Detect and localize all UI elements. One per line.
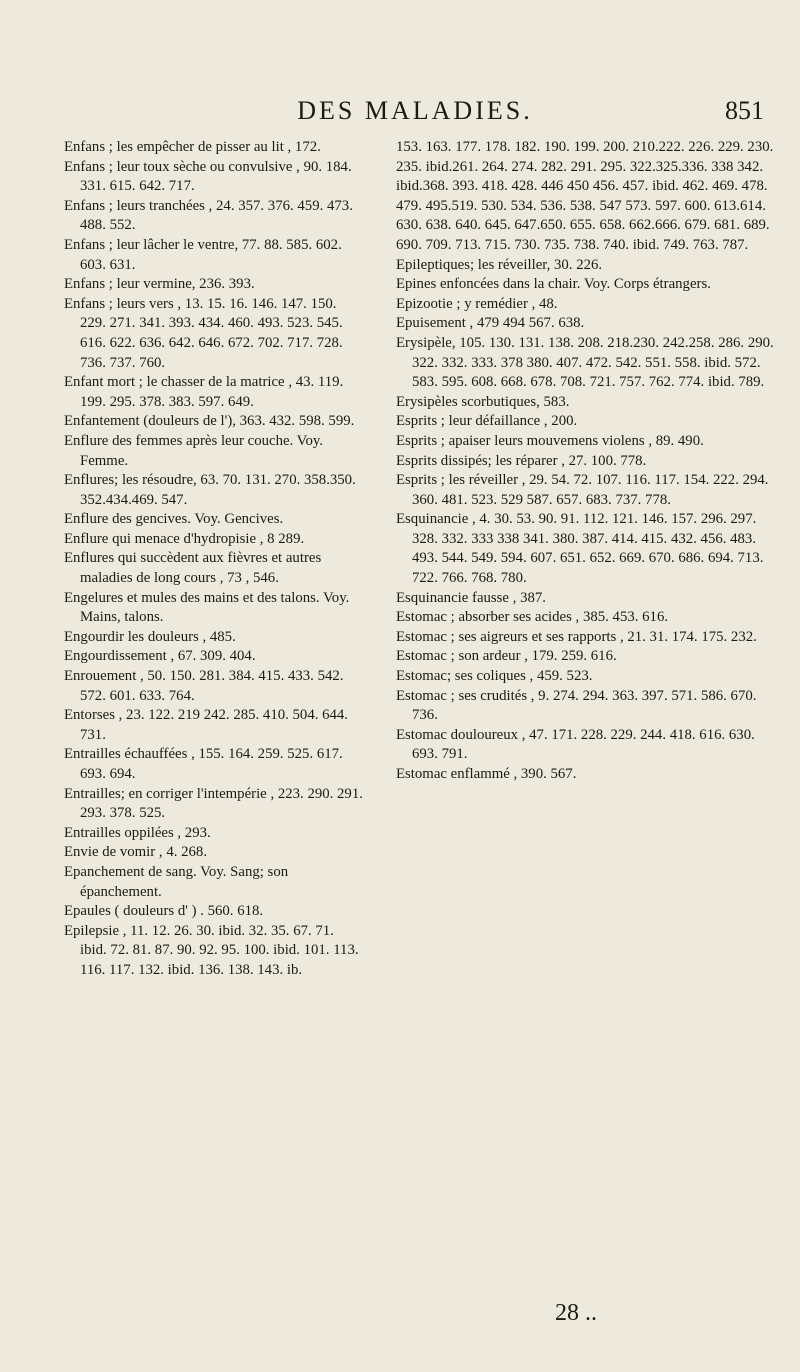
index-entry: Estomac enflammé , 390. 567. <box>396 766 577 782</box>
index-entry: Estomac ; ses crudités , 9. 274. 294. 363. 397. 571. 586. 670. 736. <box>396 687 757 724</box>
index-entry: Esquinancie , 4. 30. 53. 90. 91. 112. 121. 146. 157. 296. 297. 328. 332. 333 338 341. 380. 387. 414. 415. 432. 456. 483. 493. 544. 549. 594. 607. 651. 652. 669. 670. 686. 694. 713. 722. 766. 768. 780. <box>396 511 764 587</box>
index-entry: Enfans ; leur toux sèche ou convulsive , 90. 184. 331. 615. 642. 717. <box>64 158 352 195</box>
index-entry: Esprits ; apaiser leurs mouvemens violens , 89. 490. <box>396 432 704 449</box>
index-entry: Epilepsie , 11. 12. 26. 30. ibid. 32. 35. 67. 71. ibid. 72. 81. 87. 90. 92. 95. 100. ibid. 101. 113. 116. 117. 132. ibid. 136. 138. 143. ib. <box>64 922 359 978</box>
index-entry: Epuisement , 479 494 567. 638. <box>396 315 585 332</box>
index-entry: Estomac douloureux , 47. 171. 228. 229. 244. 418. 616. 630. 693. 791. <box>396 726 755 763</box>
index-entry: Epanchement de sang. Voy. Sang; son épanchement. <box>64 863 289 900</box>
index-column-left <box>64 138 364 981</box>
index-entry: Enfantement (douleurs de l'), 363. 432. 598. 599. <box>64 413 355 430</box>
index-entry: Enflures qui succèdent aux fièvres et autres maladies de long cours , 73 , 546. <box>64 550 322 587</box>
index-entry: Estomac ; son ardeur , 179. 259. 616. <box>396 648 617 665</box>
index-entry: Esprits dissipés; les réparer , 27. 100. 778. <box>396 452 647 469</box>
page-header <box>60 96 770 130</box>
index-entry: Enfant mort ; le chasser de la matrice , 43. 119. 199. 295. 378. 383. 597. 649. <box>64 374 344 410</box>
index-entry: Erysipèles scorbutiques, 583. <box>396 393 570 410</box>
index-entry: Entrailles échauffées , 155. 164. 259. 525. 617. 693. 694. <box>64 746 343 782</box>
index-entry: Erysipèle, 105. 130. 131. 138. 208. 218.230. 242.258. 286. 290. 322. 332. 333. 378 380. 407. 472. 542. 551. 558. ibid. 572. 583. 595. 608. 668. 678. 708. 721. 757. 762. 774. ibid. 789. <box>396 334 774 391</box>
index-entry: Esquinancie fausse , 387. <box>396 589 546 606</box>
index-entry: Enflure des gencives. Voy. Gencives. <box>64 511 284 528</box>
index-entry: Envie de vomir , 4. 268. <box>64 844 208 861</box>
index-entry: Entrailles oppilées , 293. <box>64 824 211 841</box>
running-title: DES MALADIES. <box>297 96 533 125</box>
index-entry: Epines enfoncées dans la chair. Voy. Corps étrangers. <box>396 276 711 293</box>
index-entry: Enfans ; leurs vers , 13. 15. 16. 146. 147. 150. 229. 271. 341. 393. 434. 460. 493. 523. 545. 616. 622. 636. 642. 646. 672. 702. 717. 728. 736. 737. 760. <box>64 295 343 371</box>
index-entry: Engelures et mules des mains et des talons. Voy. Mains, talons. <box>64 589 350 626</box>
index-entry: Estomac; ses coliques , 459. 523. <box>396 668 593 685</box>
index-entry: Estomac ; absorber ses acides , 385. 453. 616. <box>396 609 669 626</box>
index-entry: Enrouement , 50. 150. 281. 384. 415. 433. 542. 572. 601. 633. 764. <box>64 668 344 704</box>
index-entry: Enflure des femmes après leur couche. Voy. Femme. <box>64 432 323 469</box>
index-column-right <box>396 138 782 785</box>
index-entry: 153. 163. 177. 178. 182. 190. 199. 200. 210.222. 226. 229. 230. 235. ibid.261. 264. 274. 282. 291. 295. 322.325.336. 338 342. ibid.368. 393. 418. 428. 446 450 456. 457. ibid. 462. 469. 478. 479. 495.519. 530. 534. 536. 538. 547 573. 597. 600. 613.614. 630. 638. 640. 645. 647.650. 655. 658. 662.666. 679. 681. 689. 690. 709. 713. 715. 730. 735. 738. 740. ibid. 749. 763. 787. <box>396 139 774 253</box>
index-entry: Epizootie ; y remédier , 48. <box>396 295 558 312</box>
index-entry: Enfans ; leur vermine, 236. 393. <box>64 276 255 293</box>
page-number: 851 <box>725 96 764 125</box>
index-entry: Enflures; les résoudre, 63. 70. 131. 270. 358.350. 352.434.469. 547. <box>64 472 356 508</box>
index-entry: Epaules ( douleurs d' ) . 560. 618. <box>64 903 264 920</box>
signature-mark: 28 .. <box>555 1300 597 1326</box>
index-entry: Estomac ; ses aigreurs et ses rapports , 21. 31. 174. 175. 232. <box>396 628 757 645</box>
index-entry: Engourdissement , 67. 309. 404. <box>64 648 256 665</box>
index-entry: Enfans ; leur lâcher le ventre, 77. 88. 585. 602. 603. 631. <box>64 236 342 273</box>
index-entry: Enfans ; les empêcher de pisser au lit , 172. <box>64 139 321 155</box>
index-entry: Epileptiques; les réveiller, 30. 226. <box>396 256 603 273</box>
index-entry: Esprits ; leur défaillance , 200. <box>396 413 578 430</box>
index-entry: Enfans ; leurs tranchées , 24. 357. 376. 459. 473. 488. 552. <box>64 197 353 234</box>
index-entry: Esprits ; les réveiller , 29. 54. 72. 107. 116. 117. 154. 222. 294. 360. 481. 523. 529 587. 657. 683. 737. 778. <box>396 472 769 508</box>
index-entry: Engourdir les douleurs , 485. <box>64 628 236 645</box>
index-entry: Enflure qui menace d'hydropisie , 8 289. <box>64 530 305 547</box>
index-entry: Entrailles; en corriger l'intempérie , 223. 290. 291. 293. 378. 525. <box>64 785 363 822</box>
index-entry: Entorses , 23. 122. 219 242. 285. 410. 504. 644. 731. <box>64 707 349 743</box>
